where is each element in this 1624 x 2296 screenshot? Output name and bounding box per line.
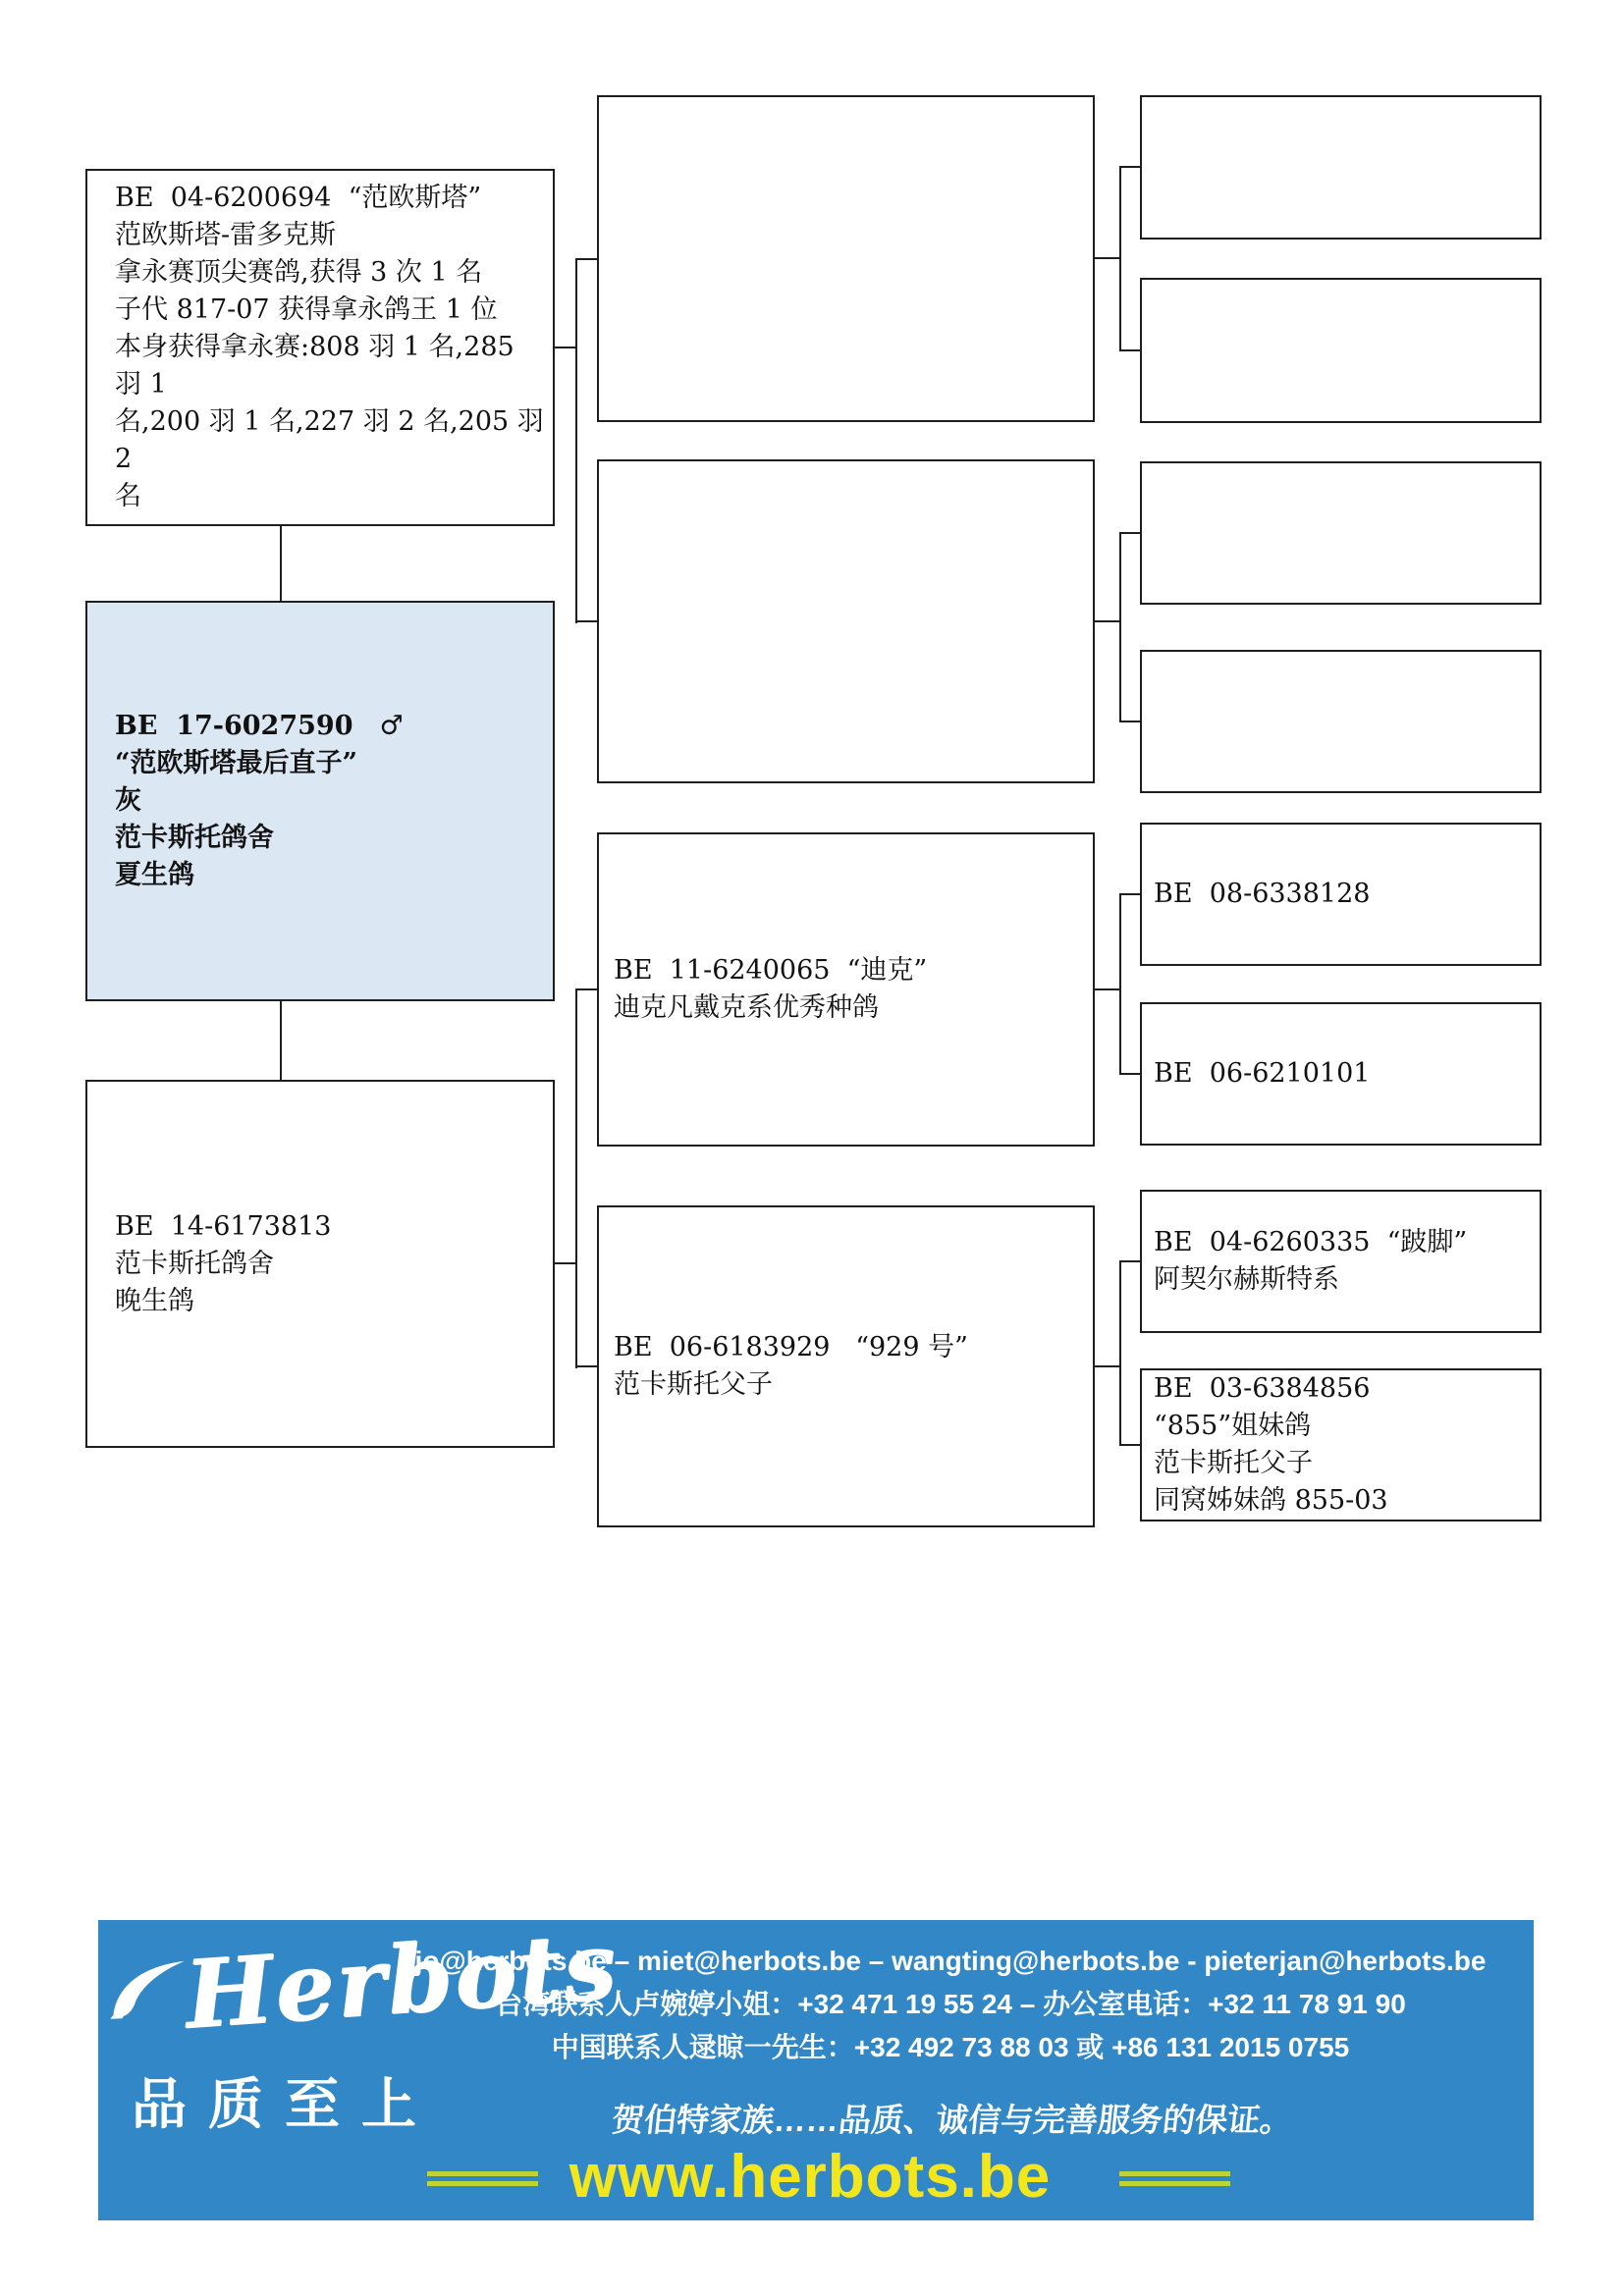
- pedigree-box-ggp7: BE 04-6260335 “跛脚” 阿契尔赫斯特系: [1140, 1190, 1542, 1333]
- connector-bracket: [575, 988, 577, 1368]
- website-url: www.herbots.be: [568, 2143, 1052, 2211]
- connector-bracket: [1119, 1261, 1121, 1446]
- pedigree-box-mother: BE 14-6173813 范卡斯托鸽舍 晚生鸽: [85, 1080, 555, 1448]
- herbots-logo: Herbots: [181, 1910, 622, 2051]
- connector-bracket: [1119, 894, 1121, 1075]
- footer-tagline: 贺伯特家族……品质、诚信与完善服务的保证。: [610, 2102, 1295, 2138]
- connector-stub: [1119, 349, 1140, 351]
- pedigree-box-ggp2: [1140, 278, 1542, 423]
- pedigree-box-ggp3: [1140, 461, 1542, 605]
- connector-stub: [1119, 1073, 1140, 1075]
- footer-banner: [98, 1910, 1534, 2220]
- pedigree-box-ggp5: BE 08-6338128: [1140, 823, 1542, 966]
- pedigree-box-father: BE 04-6200694 “范欧斯塔” 范欧斯塔-雷多克斯 拿永赛顶尖赛鸽,获得 3 次 1 名 子代 817-07 获得拿永鸽王 1 位 本身获得拿永赛:808 羽 1 名,285 羽 1 名,200 羽 1 名,227 羽 2 名,205 羽 2 名: [85, 169, 555, 526]
- pedigree-box-ggp4: [1140, 650, 1542, 793]
- connector-stub: [1119, 532, 1140, 534]
- connector-stub: [1095, 620, 1119, 622]
- decorative-rule-left: [427, 2171, 538, 2186]
- connector-bracket: [575, 258, 577, 623]
- connector-stub: [575, 1365, 597, 1367]
- pedigree-box-ggp1: [1140, 95, 1542, 240]
- decorative-rule-right: [1119, 2171, 1230, 2186]
- connector-stub: [1095, 257, 1119, 259]
- connector-stub: [1119, 1260, 1140, 1262]
- connector-stub: [1119, 1444, 1140, 1446]
- connector-stub: [555, 347, 575, 348]
- pedigree-box-granddam-paternal: [597, 459, 1095, 783]
- contact-taiwan: 台湾联系人卢婉婷小姐：+32 471 19 55 24 – 办公室电话：+32 11 78 91 90: [495, 1989, 1406, 2019]
- pedigree-box-grandsire-paternal: [597, 95, 1095, 422]
- pedigree-box-grandsire-maternal: BE 11-6240065 “迪克” 迪克凡戴克系优秀种鸽: [597, 832, 1095, 1147]
- brand-slogan: 品质至上: [132, 2073, 438, 2137]
- connector-bracket: [1119, 167, 1121, 351]
- connector-stub: [1119, 893, 1140, 895]
- contact-emails: jo@herbots.be – miet@herbots.be – wangting@herbots.be - pieterjan@herbots.be: [414, 1946, 1487, 1976]
- connector-stub: [575, 988, 597, 990]
- pedigree-box-subject: BE 17-6027590 ♂ “范欧斯塔最后直子” 灰 范卡斯托鸽舍 夏生鸽: [85, 601, 555, 1001]
- connector-stub: [555, 1262, 575, 1264]
- connector-stub: [1095, 1365, 1119, 1367]
- connector-bracket: [1119, 533, 1121, 722]
- connector-stub: [1119, 166, 1140, 168]
- connector-stub: [1119, 721, 1140, 722]
- contact-china: 中国联系人逯晾一先生：+32 492 73 88 03 或 +86 131 2015 0755: [551, 2032, 1350, 2062]
- pedigree-box-ggp6: BE 06-6210101: [1140, 1002, 1542, 1146]
- connector-father-subject: [280, 526, 282, 601]
- pedigree-box-ggp8: BE 03-6384856 “855”姐妹鸽 范卡斯托父子 同窝姊妹鸽 855-03: [1140, 1368, 1542, 1522]
- connector-stub: [1095, 988, 1119, 990]
- contact-block: [373, 1940, 1528, 2069]
- connector-subject-mother: [280, 1001, 282, 1080]
- connector-stub: [575, 620, 597, 622]
- connector-stub: [575, 258, 597, 260]
- pedigree-box-granddam-maternal: BE 06-6183929 “929 号” 范卡斯托父子: [597, 1205, 1095, 1527]
